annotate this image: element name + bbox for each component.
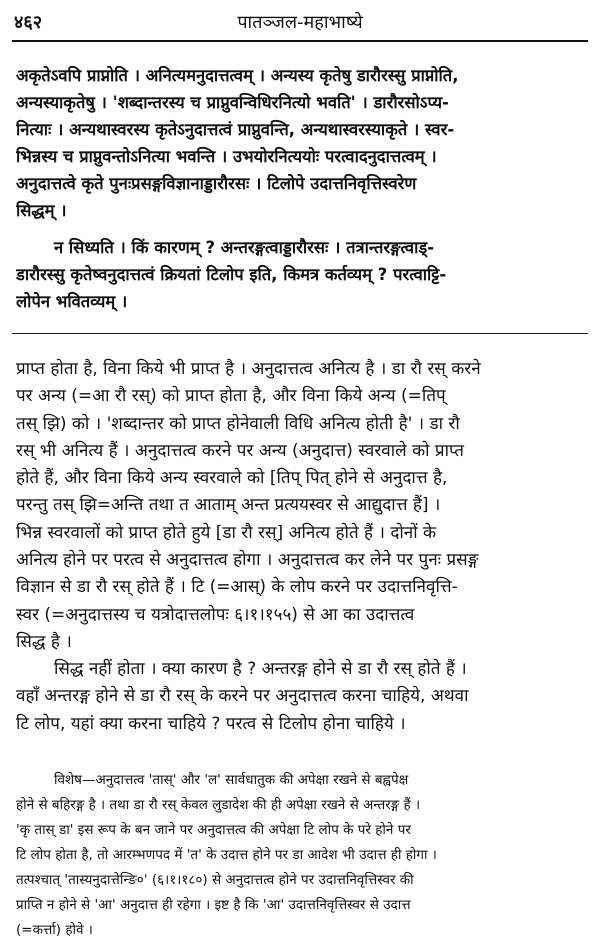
text-line: नित्याः । अन्यथास्वरस्य कृतेऽनुदात्तत्वं प्राप्नुवन्ति, अन्यथास्वरस्याकृते । स्वर- bbox=[16, 120, 455, 139]
sanskrit-paragraph-1 bbox=[16, 62, 586, 224]
text-line: लोपेन भवितव्यम् । bbox=[16, 292, 128, 311]
text-line: सिद्ध है । bbox=[16, 631, 72, 652]
sanskrit-paragraph-2 bbox=[16, 234, 586, 315]
running-title: पातञ्जल-महाभाष्ये bbox=[237, 12, 363, 33]
text-line: तस् झि) को । 'शब्दान्तर को प्राप्त होनेवाली विधि अनित्य होती है' । डा रौ bbox=[16, 413, 460, 434]
text-line: टि लोप, यहां क्या करना चाहिये ? परत्व से टिलोप होना चाहिये । bbox=[16, 713, 406, 734]
text-line: (=कर्त्ता) होवे । bbox=[16, 922, 93, 938]
text-line: तत्पश्चात् 'तास्यनुदात्तेन्ङि०' (६।१।१८०) से अनुदात्तत्व होने पर उदात्तनिवृत्तिस्वर की bbox=[16, 872, 414, 888]
text-line: भिन्नस्य च प्राप्नुवन्तोऽनित्या भवन्ति । उभयोरनित्ययोः परत्वादनुदात्तत्वम् । bbox=[16, 147, 437, 166]
text-line: होते हैं, और विना किये अन्य स्वरवाले को [तिप् पित् होने से अनुदात्त है, bbox=[16, 468, 448, 489]
page-header bbox=[14, 8, 586, 38]
text-line: टि लोप होता है, तो आरम्भणपद में 'त' के उदात्त होने पर डा आदेश भी उदात्त ही होगा । bbox=[16, 847, 437, 863]
text-line: स्वर (=अनुदात्तस्य च यत्रोदात्तलोपः ६।१।१५५) से आ का उदात्तत्व bbox=[16, 604, 415, 625]
text-line: अनुदात्तत्वे कृते पुनःप्रसङ्गविज्ञानाड्डारौरसः । टिलोपे उदात्तनिवृत्तिस्वरेण bbox=[16, 174, 417, 193]
header-rule bbox=[12, 40, 588, 42]
text-line: विज्ञान से डा रौ रस् होते हैं । टि (=आस्) के लोप करने पर उदात्तनिवृत्ति- bbox=[16, 577, 458, 598]
text-line: पर अन्य (=आ रौ रस्) को प्राप्त होता है, और विना किये अन्य (=तिप् bbox=[16, 386, 446, 407]
text-line: अन्यस्याकृतेषु । 'शब्दान्तरस्य च प्राप्नुवन्विधिरनित्यो भवति' । डारौरसोऽप्य- bbox=[16, 93, 449, 112]
text-line: विशेष—अनुदात्तत्व 'तास्' और 'ल' सार्वधातुक की अपेक्षा रखने से बह्वपेक्ष bbox=[54, 772, 409, 788]
text-line: होने से बहिरङ्ग है । तथा डा रौ रस् केवल लुडादेश की ही अपेक्षा रखने से अन्तरङ्ग हैं । bbox=[16, 797, 421, 813]
text-line: सिद्धम् । bbox=[16, 201, 67, 220]
text-line: रस् भी अनित्य हैं । अनुदात्तत्व करने पर अन्य (अनुदात्त) स्वरवाले को प्राप्त bbox=[16, 440, 464, 461]
text-line: अनित्य होने पर परत्व से अनुदात्तत्व होगा । अनुदात्तत्व कर लेने पर पुनः प्रसङ्ग bbox=[16, 550, 479, 571]
page-number: ४६२ bbox=[14, 12, 43, 33]
text-line: वहाँ अन्तरङ्ग होने से डा रौ रस् के करने पर अनुदात्तत्व करना चाहिये, अथवा bbox=[16, 686, 469, 707]
text-line: डारौरस्सु कृतेष्वनुदात्तत्वं क्रियतां टिलोप इति, किमत्र कर्तव्यम् ? परत्वाट्टि- bbox=[16, 265, 447, 284]
text-line: प्राप्ति न होने से 'आ' अनुदात्त ही रहेगा । इष्ट है कि 'आ' उदात्तनिवृत्तिस्वर से उदात्त bbox=[16, 897, 411, 913]
text-line: अकृतेऽवपि प्राप्नोति । अनित्यमनुदात्तत्वम् । अन्यस्य कृतेषु डारौरस्सु प्राप्नोति, bbox=[16, 66, 459, 85]
text-line: परन्तु तस् झि=अन्ति तथा त आताम् अन्त प्रत्ययस्वर से आद्युदात्त हैं] । bbox=[16, 495, 441, 516]
text-line: न सिध्यति । किं कारणम् ? अन्तरङ्गत्वाड्डारौरसः । तत्रान्तरङ्गत्वाड्- bbox=[54, 238, 435, 257]
section-divider bbox=[12, 333, 588, 334]
text-line: प्राप्त होता है, विना किये भी प्राप्त है । अनुदात्तत्व अनित्य है । डा रौ रस् करने bbox=[16, 359, 481, 379]
text-line: सिद्ध नहीं होता । क्या कारण है ? अन्तरङ्ग होने से डा रौ रस् होते हैं । bbox=[54, 659, 467, 679]
hindi-paragraph-1 bbox=[16, 356, 586, 656]
text-line: 'कृ तास् डा' इस रूप के बन जाने पर अनुदात्तत्व की अपेक्षा टि लोप के परे होने पर bbox=[16, 822, 411, 838]
text-line: भिन्न स्वरवालों को प्राप्त होते हुये [डा रौ रस्] अनित्य होते हैं । दोनों के bbox=[16, 522, 437, 543]
hindi-paragraph-2 bbox=[16, 656, 586, 738]
footnote-block bbox=[16, 768, 586, 943]
